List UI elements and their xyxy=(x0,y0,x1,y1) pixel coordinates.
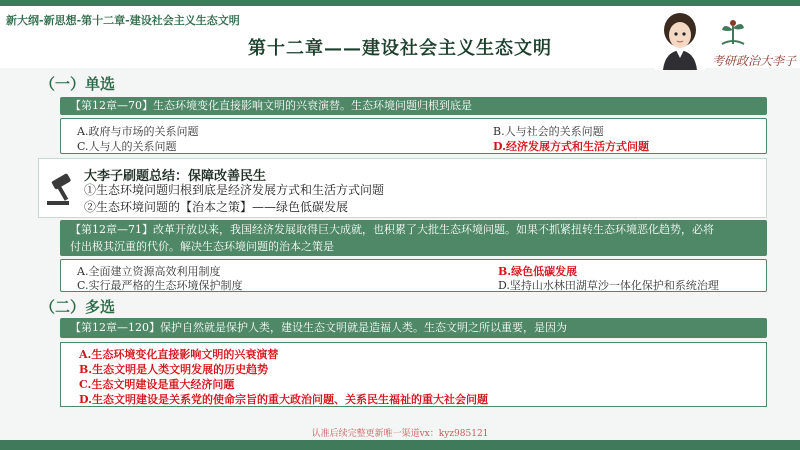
question-71-text-line-1: 【第12章—71】改革开放以来，我国经济发展取得巨大成就，也积累了大批生态环境问题。如果不抓紧扭转生态环境恶化趋势，必将 xyxy=(70,223,714,236)
section-single-choice: （一）单选 xyxy=(40,75,116,93)
page-title: 第十二章——建设社会主义生态文明 xyxy=(248,38,552,59)
summary-title: 大李子刷题总结：保障改善民生 xyxy=(84,169,267,184)
question-120-text: 【第12章—120】保护自然就是保护人类，建设生态文明就是造福人类。生态文明之所以重要，是因为 xyxy=(70,321,567,334)
avatar xyxy=(655,8,705,70)
question-70-options xyxy=(60,118,767,154)
option-d-answer[interactable]: D.生态文明建设是关系党的使命宗旨的重大政治问题、关系民生福祉的重大社会问题 xyxy=(79,393,488,406)
question-71-stem xyxy=(60,220,767,256)
question-120-options xyxy=(60,342,767,407)
question-70-text: 【第12章—70】生态环境变化直接影响文明的兴衰演替。生态环境问题归根到底是 xyxy=(70,99,472,112)
option-b-answer[interactable]: B.生态文明是人类文明发展的历史趋势 xyxy=(79,363,269,376)
footer-watermark-note: 认准后续完整更新唯一渠道vx：kyz985121 xyxy=(311,429,489,439)
option-c[interactable]: C.人与人的关系问题 xyxy=(77,140,177,153)
question-70-stem xyxy=(60,97,767,115)
brand-logo-text: 考研政治大李子 xyxy=(712,54,797,68)
question-120-stem xyxy=(60,318,767,338)
summary-line-2: ②生态环境问题的【治本之策】——绿色低碳发展 xyxy=(84,200,349,214)
option-c[interactable]: C.实行最严格的生态环境保护制度 xyxy=(77,279,243,292)
option-c-answer[interactable]: C.生态文明建设是重大经济问题 xyxy=(79,378,235,391)
bottom-bar xyxy=(0,440,800,450)
option-d-answer[interactable]: D.经济发展方式和生活方式问题 xyxy=(493,140,649,153)
question-71-options xyxy=(60,259,767,292)
option-a[interactable]: A.政府与市场的关系问题 xyxy=(77,125,199,138)
leaf-logo-icon xyxy=(718,18,748,46)
option-d[interactable]: D.坚持山水林田湖草沙一体化保护和系统治理 xyxy=(498,279,719,292)
option-b-answer[interactable]: B.绿色低碳发展 xyxy=(498,265,578,278)
question-71-text-line-2: 付出极其沉重的代价。解决生态环境问题的治本之策是 xyxy=(70,240,334,253)
option-a-answer[interactable]: A.生态环境变化直接影响文明的兴衰演替 xyxy=(79,348,279,361)
breadcrumb: 新大纲-新思想-第十二章-建设社会主义生态文明 xyxy=(6,14,240,27)
option-a[interactable]: A.全面建立资源高效利用制度 xyxy=(77,265,221,278)
gavel-icon xyxy=(47,173,77,205)
summary-box xyxy=(38,158,767,218)
option-b[interactable]: B.人与社会的关系问题 xyxy=(493,125,604,138)
section-multiple-choice: （二）多选 xyxy=(40,298,116,316)
summary-line-1: ①生态环境问题归根到底是经济发展方式和生活方式问题 xyxy=(84,183,385,197)
